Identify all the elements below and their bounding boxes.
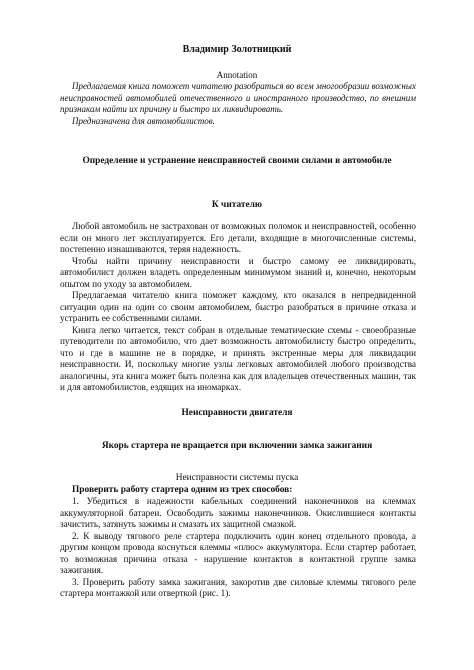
- author-name: Владимир Золотницкий: [182, 44, 292, 55]
- system-label: Неисправности системы пуска: [175, 473, 299, 483]
- section-heading-reader: К читателю: [211, 200, 263, 210]
- body-paragraph: Чтобы найти причину неисправности и быстро самому ее ликвидировать, автомобилист должен владеть определенным минимумом знаний и, конечно, некоторым опытом по уходу за автомобилем.: [60, 255, 416, 289]
- annotation-label: Annotation: [216, 70, 258, 80]
- reader-section-body: [60, 221, 416, 394]
- annotation-paragraph: Предназначена для автомобилистов.: [72, 115, 215, 126]
- subsection-heading-starter: Якорь стартера не вращается при включении замка зажигания: [101, 441, 373, 451]
- body-paragraph: Предлагаемая читателю книга поможет каждому, кто оказался в непредвиденной ситуации один на один со своим автомобилем, быстро разобраться в причине отказа и устранить ее собственными силами.: [60, 290, 416, 323]
- body-paragraph: Книга легко читается, текст собран в отдельные тематические схемы - своеобразные путеводители по автомобилю, что дает возможность автомобилисту быстро определить, что и где в машине не в порядке, и принять экстренные меры для ликвидации неисправности. И, поскольку многие узлы легковых автомобилей любого производства аналогичны, эта книга может быть полезна как для владельцев отечественных машин, так и для автомобилистов, ездящих на иномарках.: [60, 324, 416, 392]
- body-paragraph: Любой автомобиль не застрахован от возможных поломок и неисправностей, особенно если он много лет эксплуатируется. Его детали, входящие в многочисленные системы, постепенно изнашиваются, теряя надежность.: [60, 221, 416, 254]
- book-title: Определение и устранение неисправностей своими силами в автомобиле: [82, 156, 392, 166]
- section-heading-engine: Неисправности двигателя: [181, 408, 293, 418]
- annotation-text: [60, 81, 416, 127]
- annotation-paragraph: Предлагаемая книга поможет читателю разобраться во всем многообразии возможных неисправностей автомобилей отечественного и иностранного производство, по внешним признакам найти их причину и быстро их ликвидировать.: [60, 81, 416, 114]
- step-item: 1. Убедиться в надежности кабельных соединений наконечников на клеммах аккумуляторной батареи. Освободить зажимы наконечников. Окислившиеся контакты зачистить, затянуть зажимы и смазать их защитной смазкой.: [60, 496, 416, 529]
- step-item: 2. К выводу тягового реле стартера подключить один конец отдельного провода, а другим концом провода коснуться клеммы «плюс» аккумулятора. Если стартер работает, то возможная причина отказа - нарушение контактов в контактной группе замка зажигания.: [60, 530, 416, 575]
- check-steps: [60, 496, 416, 600]
- step-item: 3. Проверить работу замка зажигания, закоротив две силовые клеммы тягового реле стартера монтажкой или отверткой (рис. 1).: [60, 576, 416, 598]
- check-procedure-title: Проверить работу стартера одним из трех способов:: [72, 485, 293, 495]
